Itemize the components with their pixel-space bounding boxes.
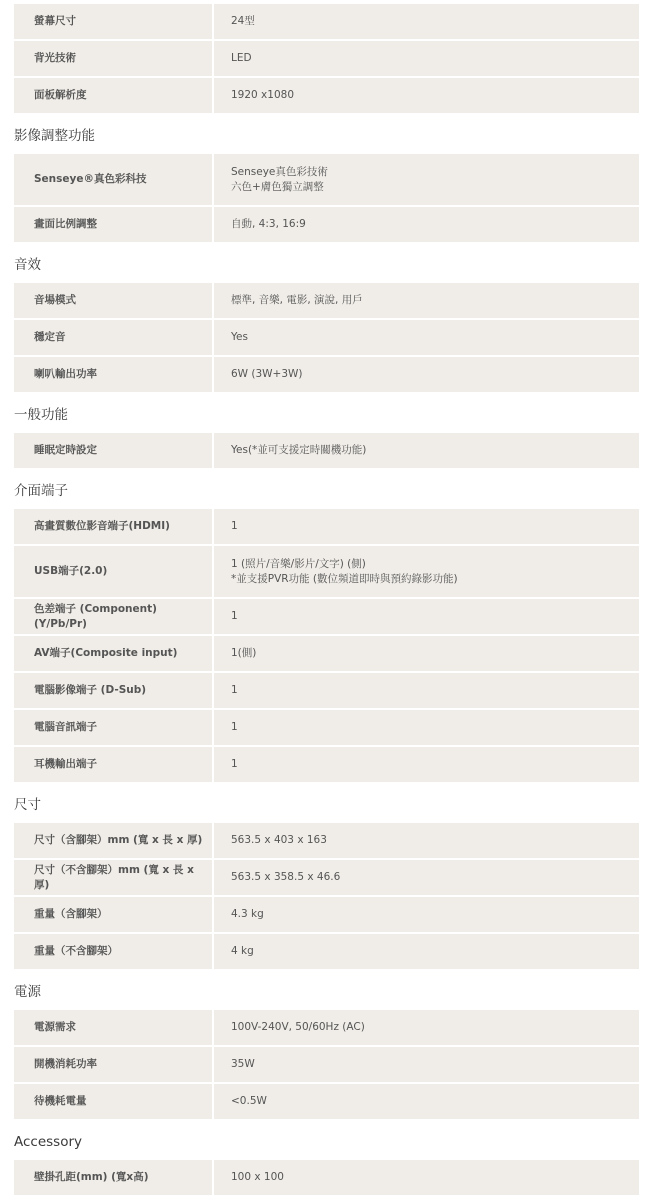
table-row: [14, 283, 639, 320]
spec-value: 100 x 100: [231, 1171, 284, 1183]
section-image-rows: [14, 154, 639, 244]
spec-label: 電腦音訊端子: [14, 710, 214, 745]
table-row: [14, 747, 639, 784]
spec-label: 重量（含腳架）: [14, 897, 214, 932]
spec-value: Senseye真色彩技術 六色+膚色獨立調整: [231, 165, 328, 193]
table-row: [14, 823, 639, 860]
spec-label: 開機消耗功率: [14, 1047, 214, 1082]
spec-value: 自動, 4:3, 16:9: [231, 218, 306, 230]
spec-label: 螢幕尺寸: [14, 4, 214, 39]
table-row: [14, 41, 639, 78]
section-title-power: 電源: [14, 984, 41, 1000]
spec-value: LED: [231, 52, 252, 64]
spec-value: 1: [231, 684, 238, 696]
spec-value: Yes: [231, 331, 248, 343]
spec-label: 色差端子 (Component) (Y/Pb/Pr): [14, 599, 214, 634]
spec-value: 1: [231, 721, 238, 733]
spec-value: 24型: [231, 15, 255, 27]
table-row: [14, 78, 639, 115]
section-audio-rows: [14, 283, 639, 394]
section-title-dimensions: 尺寸: [14, 797, 41, 813]
spec-value: 35W: [231, 1058, 255, 1070]
table-row: [14, 4, 639, 41]
spec-value: 6W (3W+3W): [231, 368, 303, 380]
spec-value: 4 kg: [231, 945, 254, 957]
spec-value: 1: [231, 610, 238, 622]
table-row: [14, 357, 639, 394]
section-title-image: 影像調整功能: [14, 128, 95, 144]
spec-label: 畫面比例調整: [14, 207, 214, 242]
spec-value: 563.5 x 358.5 x 46.6: [231, 871, 341, 883]
spec-value: 標準, 音樂, 電影, 演說, 用戶: [231, 294, 363, 306]
spec-label: 尺寸（不含腳架）mm (寬 x 長 x 厚): [14, 860, 214, 895]
spec-label: 背光技術: [14, 41, 214, 76]
table-row: [14, 546, 639, 599]
section-title-general: 一般功能: [14, 407, 68, 423]
table-row: [14, 1010, 639, 1047]
spec-label: 穩定音: [14, 320, 214, 355]
spec-label: 喇叭輸出功率: [14, 357, 214, 392]
table-row: [14, 154, 639, 207]
spec-value: 1: [231, 758, 238, 770]
table-row: [14, 860, 639, 897]
table-row: [14, 1084, 639, 1121]
table-row: [14, 433, 639, 470]
spec-value: 100V-240V, 50/60Hz (AC): [231, 1021, 365, 1033]
spec-label: 重量（不含腳架）: [14, 934, 214, 969]
spec-label: 電源需求: [14, 1010, 214, 1045]
spec-sheet: [0, 4, 648, 1197]
spec-label: 面板解析度: [14, 78, 214, 113]
spec-value: <0.5W: [231, 1095, 267, 1107]
section-title-ports: 介面端子: [14, 483, 68, 499]
table-row: [14, 207, 639, 244]
spec-value: 1 (照片/音樂/影片/文字) (側) *並支援PVR功能 (數位頻道即時與預約錄影功能): [231, 557, 458, 585]
spec-value: 1920 x1080: [231, 89, 294, 101]
spec-value: 1: [231, 520, 238, 532]
spec-value: Yes(*並可支援定時關機功能): [231, 444, 367, 456]
table-row: [14, 599, 639, 636]
spec-label: 耳機輸出端子: [14, 747, 214, 782]
spec-label: 電腦影像端子 (D-Sub): [14, 673, 214, 708]
spec-label: USB端子(2.0): [14, 546, 214, 597]
section-accessory-rows: [14, 1160, 639, 1197]
spec-value: 4.3 kg: [231, 908, 264, 920]
section-dimensions-rows: [14, 823, 639, 971]
table-row: [14, 673, 639, 710]
table-row: [14, 934, 639, 971]
table-row: [14, 636, 639, 673]
spec-label: 尺寸（含腳架）mm (寬 x 長 x 厚): [14, 823, 214, 858]
section-display-rows: [14, 4, 639, 115]
spec-label: 壁掛孔距(mm) (寬x高): [14, 1160, 214, 1195]
table-row: [14, 710, 639, 747]
table-row: [14, 320, 639, 357]
spec-label: Senseye®真色彩科技: [14, 154, 214, 205]
spec-label: 音場模式: [14, 283, 214, 318]
section-title-accessory: Accessory: [14, 1134, 83, 1150]
section-ports-rows: [14, 509, 639, 784]
section-title-audio: 音效: [14, 257, 41, 273]
section-general-rows: [14, 433, 639, 470]
spec-label: 高畫質數位影音端子(HDMI): [14, 509, 214, 544]
table-row: [14, 509, 639, 546]
table-row: [14, 1160, 639, 1197]
spec-value: 1(側): [231, 647, 257, 659]
spec-label: 睡眠定時設定: [14, 433, 214, 468]
table-row: [14, 1047, 639, 1084]
spec-value: 563.5 x 403 x 163: [231, 834, 327, 846]
table-row: [14, 897, 639, 934]
spec-label: AV端子(Composite input): [14, 636, 214, 671]
spec-label: 待機耗電量: [14, 1084, 214, 1119]
section-power-rows: [14, 1010, 639, 1121]
